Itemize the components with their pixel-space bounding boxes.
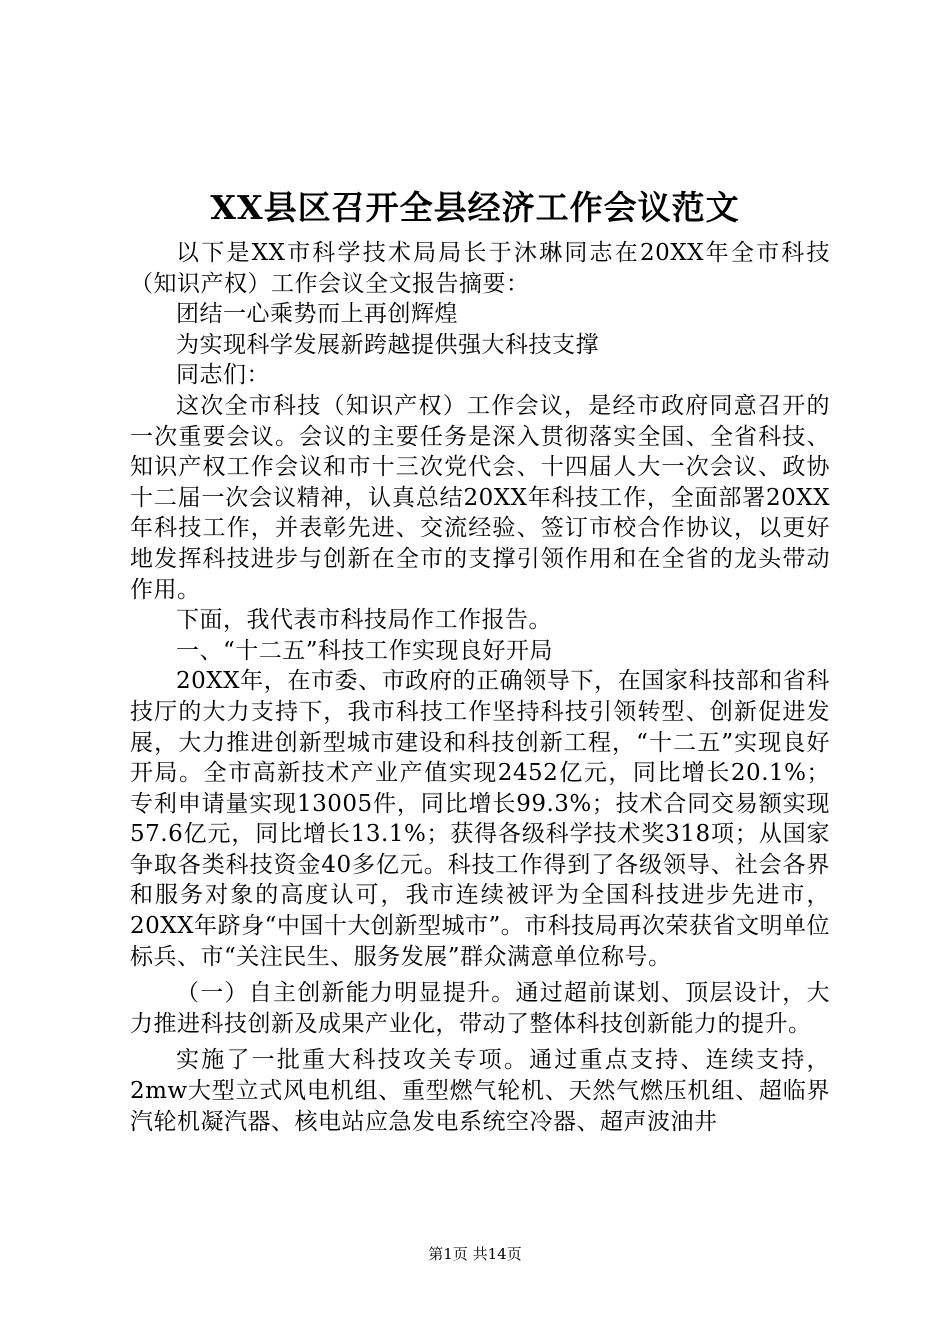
paragraph-slogan-2: 为实现科学发展新跨越提供强大科技支撑 [176, 331, 599, 358]
paragraph-salutation: 同志们： [176, 362, 270, 389]
document-body [130, 238, 830, 1137]
paragraph-meeting-purpose: 这次全市科技（知识产权）工作会议，是经市政府同意召开的一次重要会议。会议的主要任务是深入贯彻落实全国、全省科技、知识产权工作会议和市十三次党代会、十四届人大一次会议、政协十二届一次会议精神，认真总结20XX年科技工作，全面部署20XX年科技工作，并表彰先进、交流经验、签订市校合作协议，以更好地发挥科技进步与创新在全市的支撑引领作用和在全省的龙头带动作用。 [130, 392, 830, 603]
section-heading-1: 一、“十二五”科技工作实现良好开局 [176, 637, 554, 664]
paragraph-slogan-1: 团结一心乘势而上再创辉煌 [176, 301, 458, 328]
paragraph-report-intro: 下面，我代表市科技局作工作报告。 [176, 607, 552, 634]
paragraph-intro: 以下是XX市科学技术局局长于沐琳同志在20XX年全市科技（知识产权）工作会议全文报告摘要： [130, 240, 830, 297]
subsection-heading-1: （一）自主创新能力明显提升。通过超前谋划、顶层设计，大力推进科技创新及成果产业化，带动了整体科技创新能力的提升。 [130, 980, 830, 1037]
document-title: XX县区召开全县经济工作会议范文 [210, 188, 740, 227]
page-number-footer: 第1页 共14页 [428, 1245, 522, 1263]
paragraph-achievements: 20XX年，在市委、市政府的正确领导下，在国家科技部和省科技厅的大力支持下，我市科技工作坚持科技引领转型、创新促进发展，大力推进创新型城市建设和科技创新工程，“十二五”实现良好开局。全市高新技术产业产值实现2452亿元，同比增长20.1%；专利申请量实现13005件，同比增长99.3%；技术合同交易额实现57.6亿元，同比增长13.1%；获得各级科学技术奖318项；从国家争取各类科技资金40多亿元。科技工作得到了各级领导、社会各界和服务对象的高度认可，我市连续被评为全国科技进步先进市，20XX年跻身“中国十大创新型城市”。市科技局再次荣获省文明单位标兵、市“关注民生、服务发展”群众满意单位称号。 [130, 668, 830, 970]
paragraph-key-projects: 实施了一批重大科技攻关专项。通过重点支持、连续支持，2mw大型立式风电机组、重型燃气轮机、天然气燃压机组、超临界汽轮机凝汽器、核电站应急发电系统空冷器、超声波油井 [130, 1047, 830, 1135]
